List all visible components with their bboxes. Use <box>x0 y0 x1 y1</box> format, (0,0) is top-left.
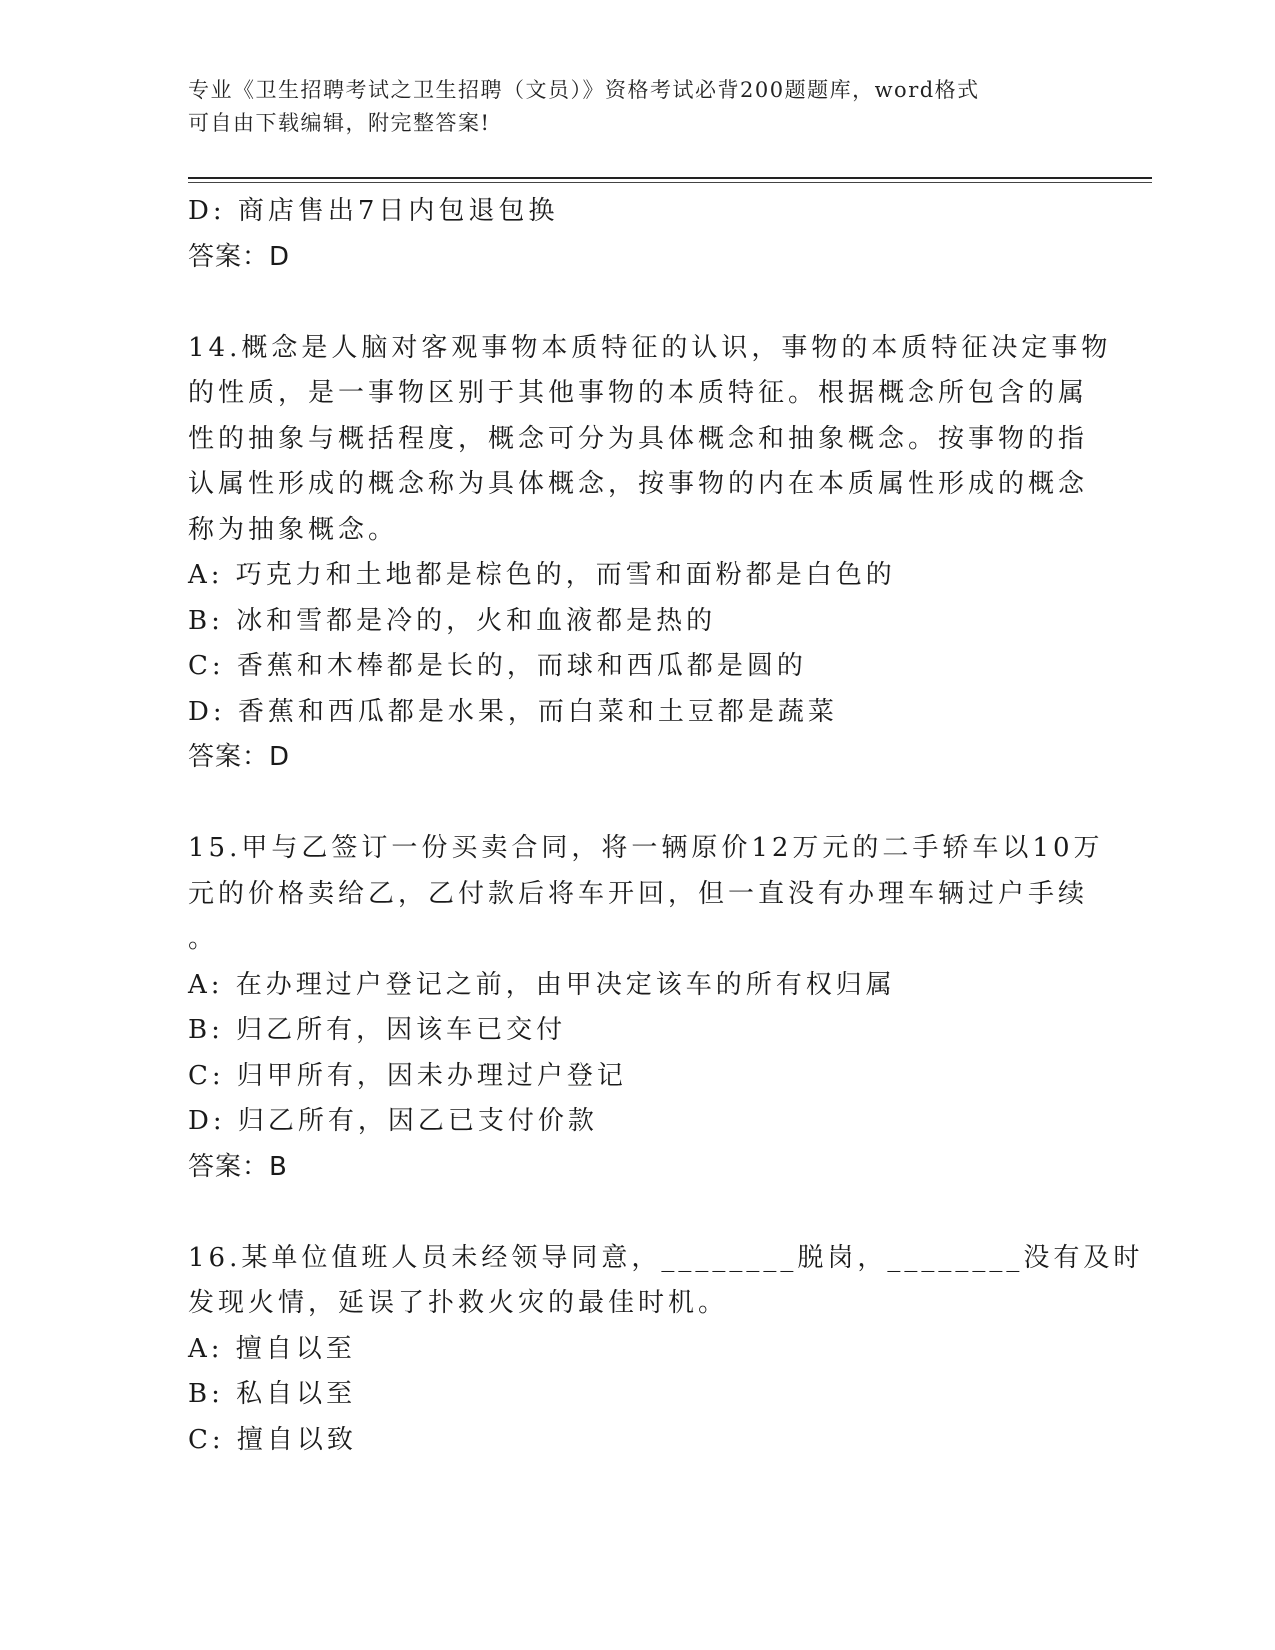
question-16-line-1: 16.某单位值班人员未经领导同意，________脱岗，________没有及时 <box>188 1242 1144 1273</box>
header-line-1: 专业《卫生招聘考试之卫生招聘（文员）》资格考试必背200题题库，word格式 <box>188 78 980 102</box>
question-15-option-c: C: 归甲所有，因未办理过户登记 <box>188 1060 627 1091</box>
question-15-line-2: 元的价格卖给乙，乙付款后将车开回，但一直没有办理车辆过户手续 <box>188 878 1089 909</box>
question-16-line-2: 发现火情，延误了扑救火灾的最佳时机。 <box>188 1288 729 1318</box>
header-divider-thick <box>188 177 1152 179</box>
question-14-line-3: 性的抽象与概括程度，概念可分为具体概念和抽象概念。按事物的指 <box>188 423 1089 454</box>
document-header <box>188 74 1088 140</box>
question-16 <box>188 1236 1144 1464</box>
question-14-line-4: 认属性形成的概念称为具体概念，按事物的内在本质属性形成的概念 <box>188 469 1089 499</box>
question-15 <box>188 826 1104 1190</box>
prev-answer: 答案：D <box>188 241 291 272</box>
question-15-option-b: B: 归乙所有，因该车已交付 <box>188 1015 567 1045</box>
question-15-option-a: A: 在办理过户登记之前，由甲决定该车的所有权归属 <box>188 969 896 1000</box>
prev-option-d: D: 商店售出7日内包退包换 <box>188 196 559 226</box>
question-15-line-1: 15.甲与乙签订一份买卖合同，将一辆原价12万元的二手轿车以10万 <box>188 833 1104 863</box>
question-16-option-b: B: 私自以至 <box>188 1379 357 1409</box>
spacer <box>188 781 1078 827</box>
question-14-line-5: 称为抽象概念。 <box>188 514 399 545</box>
question-14-answer: 答案：D <box>188 742 291 772</box>
question-14-option-c: C: 香蕉和木棒都是长的，而球和西瓜都是圆的 <box>188 651 807 681</box>
question-15-answer: 答案：B <box>188 1151 288 1182</box>
question-content <box>188 189 1144 1463</box>
question-15-line-3: 。 <box>188 924 219 954</box>
question-14-option-a: A: 巧克力和土地都是棕色的，而雪和面粉都是白色的 <box>188 560 896 590</box>
header-line-2: 可自由下载编辑，附完整答案! <box>188 111 491 135</box>
question-14 <box>188 326 1112 781</box>
spacer <box>188 1190 1078 1236</box>
question-16-option-c: C: 擅自以致 <box>188 1424 357 1455</box>
question-14-option-d: D: 香蕉和西瓜都是水果，而白菜和土豆都是蔬菜 <box>188 696 838 727</box>
question-14-option-b: B: 冰和雪都是冷的，火和血液都是热的 <box>188 605 717 636</box>
question-15-option-d: D: 归乙所有，因乙已支付价款 <box>188 1106 598 1136</box>
question-14-line-2: 的性质，是一事物区别于其他事物的本质特征。根据概念所包含的属 <box>188 378 1089 408</box>
header-divider-thin <box>188 182 1152 183</box>
question-16-option-a: A: 擅自以至 <box>188 1333 356 1364</box>
question-14-line-1: 14.概念是人脑对客观事物本质特征的认识，事物的本质特征决定事物 <box>188 332 1112 363</box>
spacer <box>188 280 1078 326</box>
